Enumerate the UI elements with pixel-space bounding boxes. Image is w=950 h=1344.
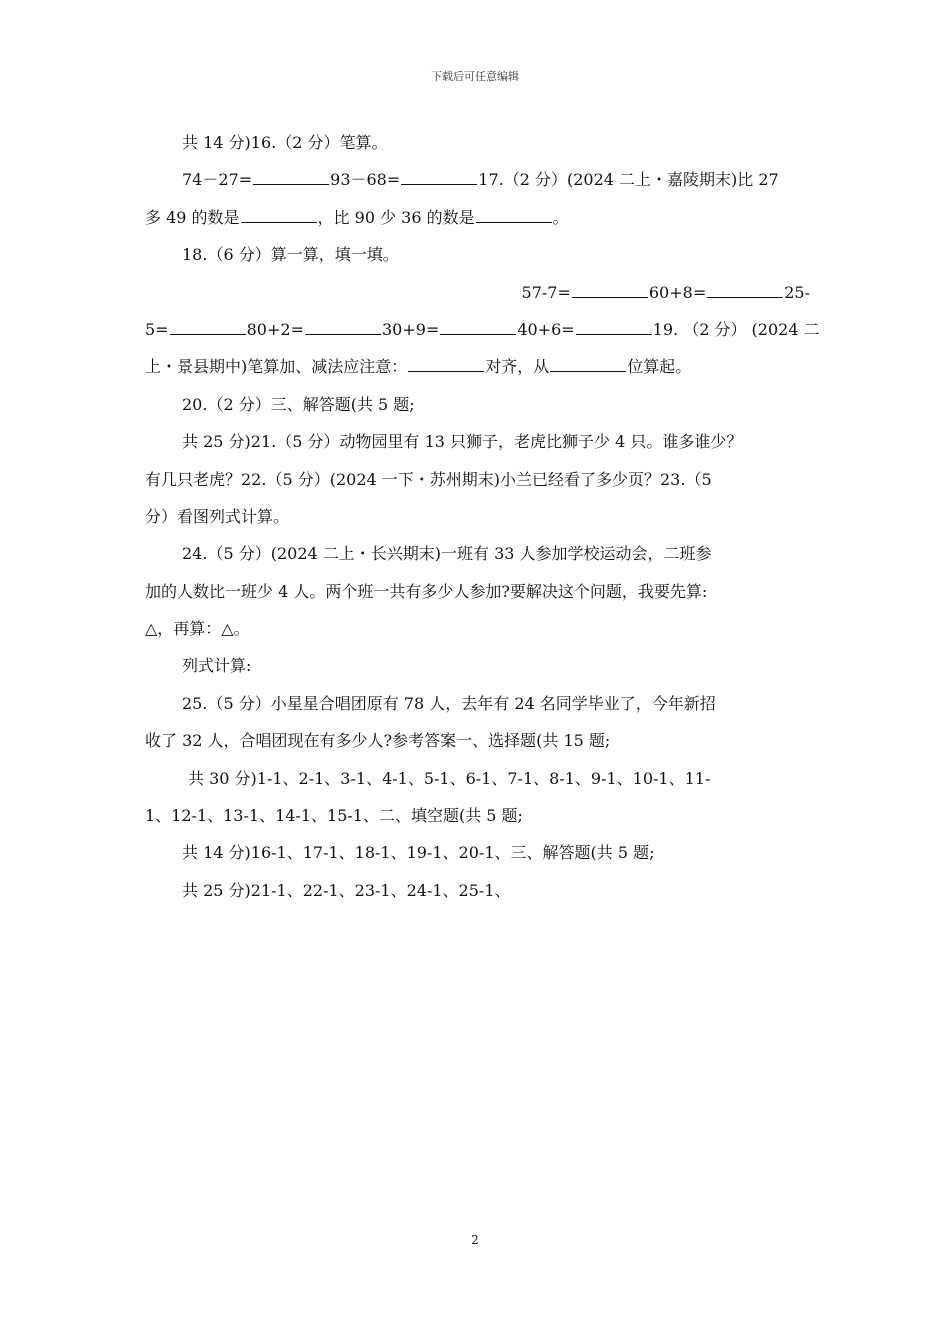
answer-blank[interactable]	[253, 168, 329, 185]
question-text: 对齐，从	[485, 357, 550, 377]
question-text: ，比 90 少 36 的数是	[317, 207, 475, 227]
text-line	[145, 199, 810, 236]
equation-text: 30+9=	[381, 319, 440, 339]
text-line: 1、12-1、13-1、14-1、15-1、二、填空题(共 5 题;	[145, 806, 523, 826]
text-line	[145, 161, 810, 198]
text-line: △，再算：△。	[145, 619, 250, 639]
equation-text: 5=	[145, 319, 169, 339]
text-line: 收了 32 人，合唱团现在有多少人?参考答案一、选择题(共 15 题;	[145, 731, 611, 751]
answer-blank[interactable]	[408, 355, 484, 372]
text-line: 24.（5 分）(2024 二上・长兴期末)一班有 33 人参加学校运动会，二班参	[182, 544, 712, 564]
answer-blank[interactable]	[170, 318, 246, 335]
text-line: 加的人数比一班少 4 人。两个班一共有多少人参加?要解决这个问题，我要先算:	[145, 581, 708, 601]
text-line	[145, 274, 810, 311]
text-line	[145, 311, 820, 348]
equation-group	[145, 311, 653, 348]
question-text: 。	[552, 207, 569, 227]
text-line: 25.（5 分）小星星合唱团原有 78 人，去年有 24 名同学毕业了，今年新招	[182, 693, 716, 713]
document-body	[145, 124, 820, 909]
text-line: 共 14 分)16.（2 分）笔算。	[182, 133, 388, 152]
text-line: 共 30 分)1-1、2-1、3-1、4-1、5-1、6-1、7-1、8-1、9-1、10-1、11-	[188, 768, 711, 788]
question-text: 19. （2 分） (2024 二	[652, 319, 820, 339]
answer-blank[interactable]	[572, 281, 648, 298]
text-line: 共 25 分)21-1、22-1、23-1、24-1、25-1、	[182, 880, 511, 900]
answer-blank[interactable]	[401, 168, 477, 185]
equation-text: 93－68=	[330, 170, 401, 190]
equation-text: 40+6=	[517, 319, 575, 339]
text-line: 分）看图列式计算。	[145, 506, 290, 526]
text-line: 有几只老虎？22.（5 分）(2024 一下・苏州期末)小兰已经看了多少页？23.（5	[145, 469, 712, 489]
text-line: 共 14 分)16-1、17-1、18-1、19-1、20-1、三、解答题(共 5 题;	[182, 843, 655, 863]
question-text: 多 49 的数是	[145, 207, 240, 227]
text-line: 列式计算:	[182, 656, 252, 676]
page-header: 下载后可任意编辑	[431, 70, 519, 83]
page-number: 2	[471, 1233, 479, 1247]
equation-text: 57-7=	[521, 282, 571, 302]
text-line: 18.（6 分）算一算，填一填。	[182, 245, 399, 265]
text-line: 共 25 分)21.（5 分）动物园里有 13 只狮子，老虎比狮子少 4 只。谁多谁少？	[182, 432, 743, 452]
equation-text: 74－27=	[182, 170, 253, 190]
answer-blank[interactable]	[305, 318, 381, 335]
answer-blank[interactable]	[440, 318, 516, 335]
question-text: 上・景县期中)笔算加、减法应注意：	[145, 357, 408, 377]
question-text: 17.（2 分）(2024 二上・嘉陵期末)比 27	[478, 170, 779, 190]
answer-blank[interactable]	[241, 206, 317, 223]
answer-blank[interactable]	[550, 355, 626, 372]
text-line	[145, 348, 810, 385]
equation-text: 80+2=	[246, 319, 304, 339]
question-text: 位算起。	[627, 357, 692, 377]
answer-blank[interactable]	[476, 206, 552, 223]
equation-text: 60+8=	[648, 282, 707, 302]
answer-blank[interactable]	[576, 318, 652, 335]
equation-text: 25-	[784, 282, 810, 302]
answer-blank[interactable]	[707, 281, 783, 298]
text-line: 20.（2 分）三、解答题(共 5 题;	[182, 394, 415, 414]
